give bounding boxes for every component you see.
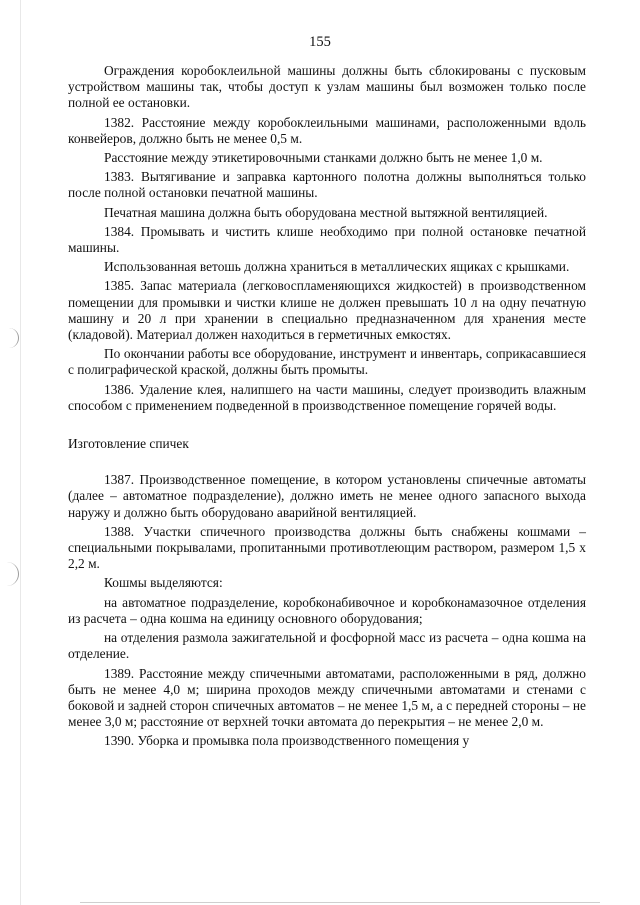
paragraph: 1386. Удаление клея, налипшего на части машины, следует производить влажным способом с применением подведенной в производственное помещение горячей воды. [68,381,586,413]
paragraph: Расстояние между этикетировочными станками должно быть не менее 1,0 м. [104,150,543,166]
paragraph: Кошмы выделяются: [104,575,223,591]
paragraph: на автоматное подразделение, коробконабивочное и коробконамазочное отделения из расчета – одна кошма на единицу основного оборудования; [68,594,586,626]
paragraph: Использованная ветошь должна храниться в металлических ящиках с крышками. [104,259,570,275]
section-title: Изготовление спичек [68,436,189,452]
paragraph: По окончании работы все оборудование, инструмент и инвентарь, соприкасавшиеся с полиграфической краской, должны быть промыты. [68,346,586,378]
paragraph: 1389. Расстояние между спичечными автоматами, расположенными в ряд, должно быть не менее 4,0 м; ширина проходов между спичечными автоматами и стенами с боковой и задней сторон спичечных автоматов – не менее 1,5 м, а с передней стороны – не менее 3,0 м; расстояние от верхней точки автомата до перекрытия – не менее 2,0 м. [68,665,586,730]
scan-bottom-edge [80,902,600,903]
paragraph: Печатная машина должна быть оборудована местной вытяжной вентиляцией. [104,204,548,220]
paragraph: 1384. Промывать и чистить клише необходимо при полной остановке печатной машины. [68,223,586,256]
document-body [68,63,586,753]
paragraph: 1382. Расстояние между коробоклеильными машинами, расположенными вдоль конвейеров, должно быть не менее 0,5 м. [68,114,586,146]
page-number: 155 [309,34,331,50]
paragraph: 1387. Производственное помещение, в котором установлены спичечные автоматы (далее – автоматное подразделение), должно иметь не менее одного запасного выхода наружу и должно быть оборудовано аварийной вентиляцией. [68,472,586,520]
scan-edge [20,0,21,905]
paragraph: 1385. Запас материала (легковоспламеняющихся жидкостей) в производственном помещении для промывки и чистки клише не должен превышать 10 л на одну печатную машину и 20 л при хранении в специально предназначенном для хранения месте (кладовой). Материал должен находиться в герметичных емкостях. [68,278,586,343]
paragraph: Ограждения коробоклеильной машины должны быть сблокированы с пусковым устройством машины так, чтобы доступ к узлам машины был возможен только после полной ее остановки. [68,63,586,111]
paragraph: 1390. Уборка и промывка пола производственного помещения у [104,733,470,749]
scan-binding-mark [4,328,19,348]
paragraph: 1388. Участки спичечного производства должны быть снабжены кошмами – специальными покрывалами, пропитанными противотлеющим раствором, размером 1,5 х 2,2 м. [68,523,586,572]
paragraph: на отделения размола зажигательной и фосфорной масс из расчета – одна кошма на отделение. [68,630,586,662]
scan-binding-mark [4,562,19,586]
paragraph: 1383. Вытягивание и заправка картонного полотна должны выполняться только после полной остановки печатной машины. [68,169,586,201]
